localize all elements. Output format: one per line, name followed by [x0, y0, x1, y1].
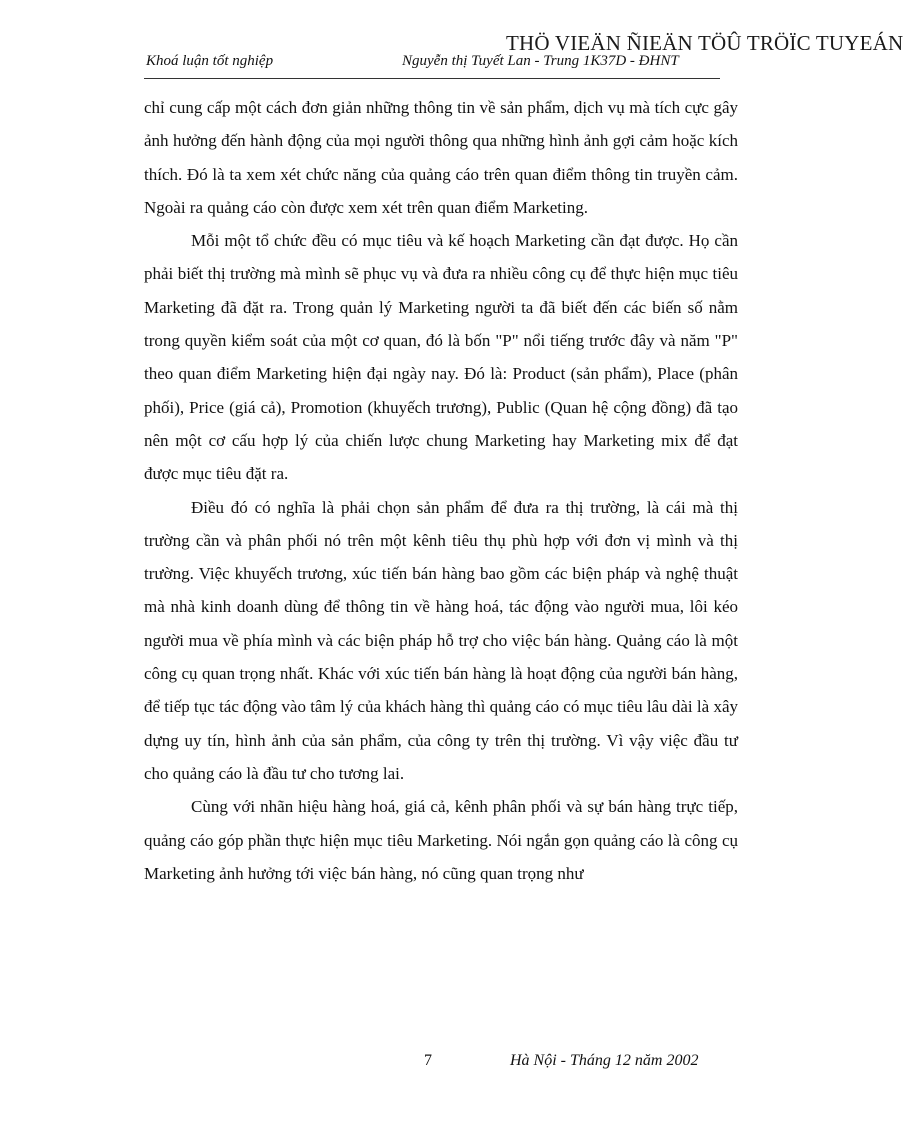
body-text — [144, 91, 738, 890]
page-number: 7 — [424, 1052, 432, 1069]
footer-date: Hà Nội - Tháng 12 năm 2002 — [510, 1052, 699, 1069]
header-left-title: Khoá luận tốt nghiệp — [146, 53, 274, 69]
paragraph-1: chỉ cung cấp một cách đơn giản những thông tin về sản phẩm, dịch vụ mà tích cực gây ảnh hưởng đến hành động của mọi người thông qua những hình ảnh gợi cảm hoặc kích thích. Đó là ta xem xét chức năng của quảng cáo trên quan điểm thông tin truyền cảm. Ngoài ra quảng cáo còn được xem xét trên quan điểm Marketing. — [144, 98, 738, 217]
paragraph-4: Cùng với nhãn hiệu hàng hoá, giá cả, kênh phân phối và sự bán hàng trực tiếp, quảng cáo góp phần thực hiện mục tiêu Marketing. Nói ngắn gọn quảng cáo là công cụ Marketing ảnh hưởng tới việc bán hàng, nó cũng quan trọng như — [144, 797, 738, 883]
header-right-author: Nguyễn thị Tuyết Lan - Trung 1K37D - ĐHNT — [402, 53, 679, 69]
watermark-text: THÖ VIEÄN ÑIEÄN TÖÛ TRÖÏC TUYEÁN — [506, 31, 903, 55]
header-divider — [144, 78, 720, 79]
paragraph-3: Điều đó có nghĩa là phải chọn sản phẩm để đưa ra thị trường, là cái mà thị trường cần và phân phối nó trên một kênh tiêu thụ phù hợp với đơn vị mình và thị trường. Việc khuyếch trương, xúc tiến bán hàng bao gồm các biện pháp và nghệ thuật mà nhà kinh doanh dùng để thông tin về hàng hoá, tác động vào người mua, lôi kéo người mua về phía mình và các biện pháp hỗ trợ cho việc bán hàng. Quảng cáo là một công cụ quan trọng nhất. Khác với xúc tiến bán hàng là hoạt động của người bán hàng, để tiếp tục tác động vào tâm lý của khách hàng thì quảng cáo có mục tiêu lâu dài là xây dựng uy tín, hình ảnh của sản phẩm, của công ty trên thị trường. Vì vậy việc đầu tư cho quảng cáo là đầu tư cho tương lai. — [144, 497, 738, 783]
paragraph-2: Mỗi một tổ chức đều có mục tiêu và kế hoạch Marketing cần đạt được. Họ cần phải biết thị trường mà mình sẽ phục vụ và đưa ra nhiều công cụ để thực hiện mục tiêu Marketing đã đặt ra. Trong quản lý Marketing người ta đã biết đến các biến số nằm trong quyền kiểm soát của một cơ quan, đó là bốn "P" nổi tiếng trước đây và năm "P" theo quan điểm Marketing hiện đại ngày nay. Đó là: Product (sản phẩm), Place (phân phối), Price (giá cả), Promotion (khuyếch trương), Public (Quan hệ cộng đồng) đã tạo nên một cơ cấu hợp lý của chiến lược chung Marketing hay Marketing mix để đạt được mục tiêu đặt ra. — [144, 231, 738, 484]
